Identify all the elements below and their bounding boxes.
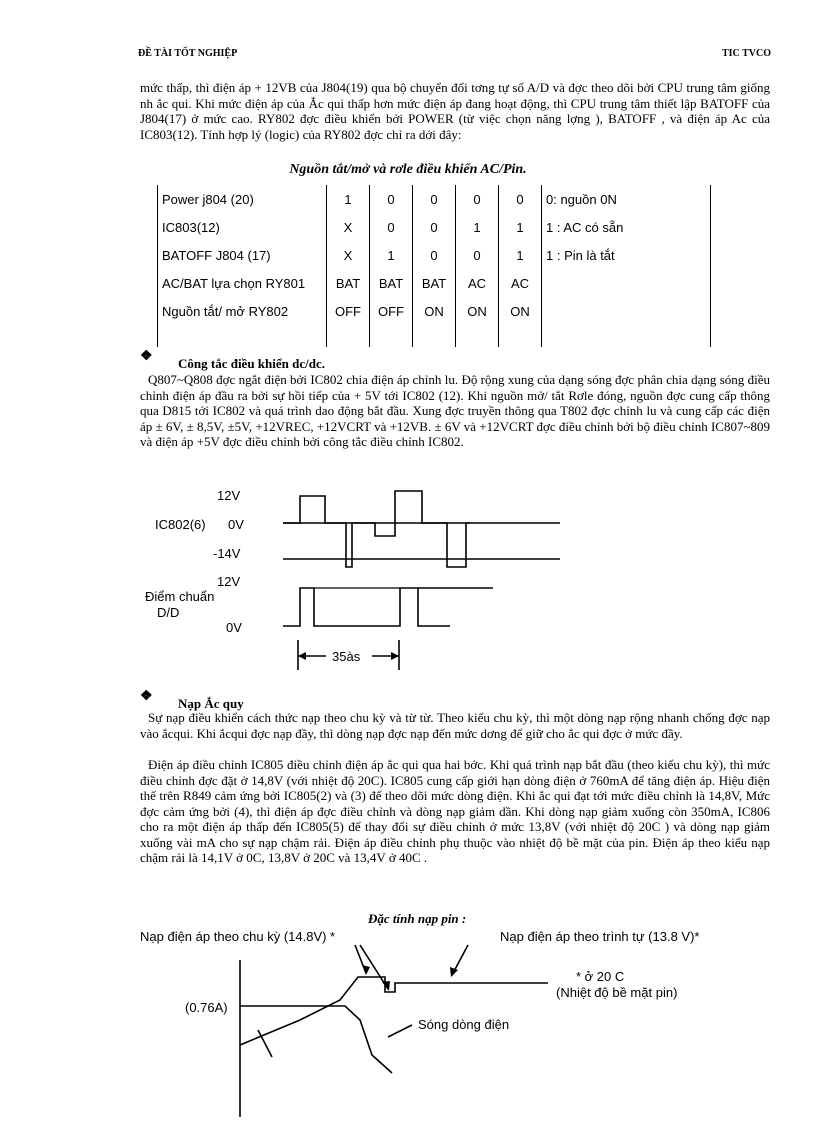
table-cell: ON (499, 297, 542, 325)
table-cell: 0: nguồn 0N (542, 185, 711, 213)
charging-paragraph-1: Sự nạp điều khiển cách thức nạp theo chu kỳ và từ từ. Theo kiểu chu kỳ, thì một dòng nạp rộng nhanh chống đợc nạp vào ắcqui. Khi ắcqui đợc nạp đầy, thì dòng nạp đợc nạp đến mức dơng để giữ cho ắc qui đợc ở mức đầy. (140, 710, 770, 741)
table-row (158, 185, 711, 213)
table-cell: 0 (413, 241, 456, 269)
table-cell: OFF (370, 297, 413, 325)
pointer-arrow-icon (450, 967, 458, 977)
table-cell: ON (413, 297, 456, 325)
charging-characteristic-diagram (0, 905, 816, 1120)
sequence-voltage-label: Nạp điện áp theo trình tự (13.8 V)* (500, 929, 700, 944)
intro-paragraph: mức thấp, thì điện áp + 12VB của J804(19) qua bộ chuyển đổi tơng tự số A/D và đợc theo dõi bởi CPU trung tâm giống nh ắc qui. Khi mức điện áp của Ắc qui thấp hơn mức điện áp đang hoạt động, thì CPU trung tâm thiết lập BATOFF của J804(17) ở mức cao. RY802 đợc điều khiển bởi POWER (từ việc chọn năng lợng ), BATOFF , và điện áp Ac của IC803(12). Tính hợp lý (logic) của RY802 đợc chỉ ra dới đây: (140, 80, 770, 142)
cycle-voltage-label: Nạp điện áp theo chu kỳ (14.8V) * (140, 929, 336, 944)
table-cell (158, 325, 327, 347)
label-period: 35às (332, 649, 361, 664)
section-title-dcdc: Công tắc điều khiển dc/dc. (178, 356, 325, 371)
label-12v-top: 12V (217, 488, 241, 503)
table-cell: 1 (456, 213, 499, 241)
table-cell: BATOFF J804 (17) (158, 241, 327, 269)
table-cell: X (327, 241, 370, 269)
table-cell: AC (456, 269, 499, 297)
label-dd: D/D (157, 605, 180, 620)
header-right: TIC TVCO (722, 48, 771, 59)
table-cell: IC803(12) (158, 213, 327, 241)
charging-paragraph-2: Điện áp điều chỉnh IC805 điều chỉnh điện áp ắc qui qua hai bớc. Khi quá trình nạp bắt đầu (theo kiểu chu kỳ), thì mức điều chỉnh đợc đặt ở 14,8V (với nhiệt độ 20C). IC805 cung cấp giới hạn dòng điện ở 760mA để tăng điện áp. Hiệu điện thế trên R849 cảm ứng bởi IC805(2) và (3) để theo dõi mức dòng điện. Khi ắc qui đạt tới mức điều chỉnh là 14,8V, Mức đợc cảm ứng bởi (4), thì điện áp đợc điều chỉnh và dòng nạp giảm dần. Khi dòng nạp giảm xuống còn 350mA, IC806 cho ra một điện áp thấp đến IC805(5) để thay đổi sự điều chỉnh ở mức 13,8V (với nhiệt độ 20C ) và dòng nạp giảm xuống vài mA cho sự nạp chậm rải. Điện áp điều chỉnh phụ thuộc vào nhiệt độ bề mặt của pin. Điện áp theo kiểu nạp chậm rải là 14,1V ở 0C, 13,8V ở 20C và 13,4V ở 40C . (140, 757, 770, 865)
table-cell: ON (456, 297, 499, 325)
table-cell (542, 297, 711, 325)
label-0v-bottom: 0V (226, 620, 242, 635)
section-title-charging: Nạp Ắc quy (178, 696, 244, 711)
table-row (158, 297, 711, 325)
table-cell (542, 269, 711, 297)
label-neg14v: -14V (213, 546, 241, 561)
table-cell: AC (499, 269, 542, 297)
table-row (158, 269, 711, 297)
table-cell: 1 : Pin là tắt (542, 241, 711, 269)
table-cell: OFF (327, 297, 370, 325)
table-cell: 1 (327, 185, 370, 213)
table-cell: 1 (370, 241, 413, 269)
table-cell: BAT (413, 269, 456, 297)
dcdc-waveform-diagram (0, 480, 816, 680)
table-cell: BAT (370, 269, 413, 297)
pointer-arrow-icon (362, 965, 370, 975)
table-cell (370, 325, 413, 347)
table-caption: Nguồn tắt/mở và rơle điều khiển AC/Pin. (289, 162, 527, 177)
label-ic802: IC802(6) (155, 517, 206, 532)
current-wave-label: Sóng dòng điện (418, 1017, 510, 1032)
table-cell: BAT (327, 269, 370, 297)
table-cell (413, 325, 456, 347)
table-cell: 1 : AC có sẵn (542, 213, 711, 241)
table-cell: 1 (499, 213, 542, 241)
table-cell: Nguồn tắt/ mở RY802 (158, 297, 327, 325)
header-left: ĐỀ TÀI TỐT NGHIỆP (138, 48, 238, 59)
label-0v-top: 0V (228, 517, 244, 532)
table-row (158, 325, 711, 347)
bullet-icon: ❖ (140, 349, 153, 364)
pointer-arrow-icon (382, 981, 390, 991)
chart-title: Đặc tính nạp pin : (368, 911, 467, 926)
arrow-right-icon (391, 652, 399, 660)
bullet-icon: ❖ (140, 689, 153, 704)
table-cell: 0 (370, 185, 413, 213)
table-cell: X (327, 213, 370, 241)
table-cell: Power j804 (20) (158, 185, 327, 213)
truth-table (157, 185, 711, 347)
table-cell (456, 325, 499, 347)
label-ref-point: Điểm chuẩn (145, 589, 215, 604)
table-cell: 0 (413, 185, 456, 213)
temp-note: * ở 20 C (576, 969, 625, 984)
table-cell: 0 (456, 185, 499, 213)
table-row (158, 213, 711, 241)
table-cell: AC/BAT lựa chọn RY801 (158, 269, 327, 297)
arrow-left-icon (298, 652, 306, 660)
table-cell (499, 325, 542, 347)
table-cell: 0 (413, 213, 456, 241)
table-cell (542, 325, 711, 347)
temp-note-detail: (Nhiệt độ bề mặt pin) (556, 985, 678, 1000)
dcdc-paragraph: Q807~Q808 đợc ngắt điện bởi IC802 chia điện áp chỉnh lu. Độ rộng xung của dạng sóng đợc phân chia dạng sóng điều chỉnh điện áp đầu ra bởi sự hồi tiếp của + 5V tới IC802 (12). Khi nguồn mở/ tắt Rơle đóng, nguồn đợc cung cấp thông qua D815 tới IC802 và quá trình dao động bắt đầu. Xung đợc truyền thông qua T802 đợc chỉnh lu và cung cấp các điện áp ± 6V, ± 8,5V, ±5V, +12VREC, +12VCRT và +12VB. ± 6V và +12VCRT đợc điều chỉnh bởi bộ điều chỉnh IC807~809 và điện áp +5V đợc điều chỉnh bởi công tắc điều chỉnh IC802. (140, 372, 770, 449)
table-cell: 0 (370, 213, 413, 241)
current-value-label: (0.76A) (185, 1000, 228, 1015)
table-cell: 0 (499, 185, 542, 213)
label-12v-bottom: 12V (217, 574, 241, 589)
table-row (158, 241, 711, 269)
table-cell: 0 (456, 241, 499, 269)
table-cell: 1 (499, 241, 542, 269)
table-cell (327, 325, 370, 347)
